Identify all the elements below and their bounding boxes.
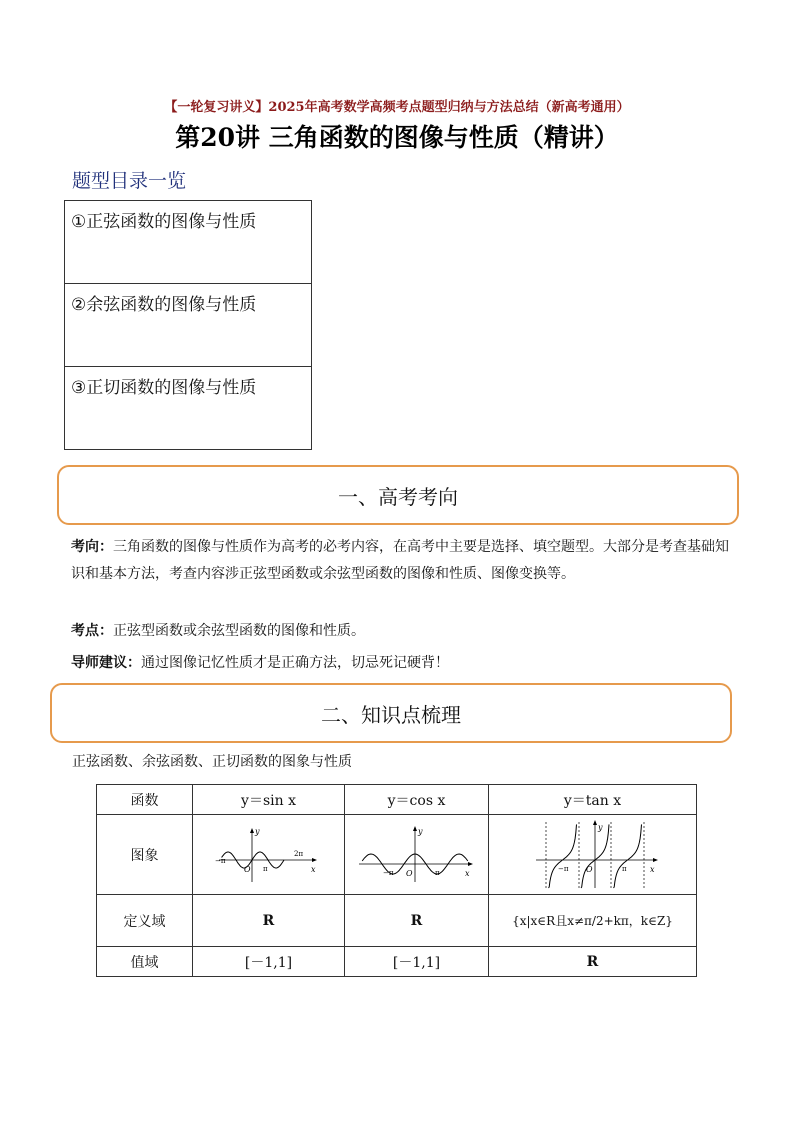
section2-title: 二、知识点梳理 [321,702,461,727]
sin-graph [199,820,339,890]
document-header: 【一轮复习讲义】2025年高考数学高频考点题型归纳与方法总结（新高考通用） [164,100,630,115]
header-tan: y＝tan x [489,785,697,815]
tan-neg-pi-label: −π [557,864,568,873]
tan-graph [518,818,668,892]
row-label-domain: 定义域 [97,895,193,947]
sin-graph-cell [193,815,345,895]
toc-title: 题型目录一览 [72,170,187,192]
toc-item-1[interactable]: ①正弦函数的图像与性质 [65,201,312,284]
sin-origin-label: O [243,864,251,874]
toc-item-3[interactable]: ③正切函数的图像与性质 [65,367,312,450]
direction-label: 考向： [71,539,113,555]
header-cos: y＝cos x [345,785,489,815]
sin-x-label: x [310,864,316,874]
sin-y-label: y [254,826,260,836]
row-label-range: 值域 [97,947,193,977]
advice-label: 导师建议： [71,655,141,671]
point-label: 考点： [71,623,113,639]
table-row [97,815,697,895]
sin-range: [－1,1] [193,947,345,977]
cos-origin-label: O [405,868,413,878]
table-header-row [97,785,697,815]
toc-item-2[interactable]: ②余弦函数的图像与性质 [65,284,312,367]
header-sin: y＝sin x [193,785,345,815]
point-text: 正弦型函数或余弦型函数的图像和性质。 [113,623,365,639]
advice-text: 通过图像记忆性质才是正确方法，切忌死记硬背！ [141,655,449,671]
sin-two-pi-label: 2π [293,849,303,858]
section2-banner [50,683,732,743]
section1-banner [57,465,739,525]
tan-origin-label: O [585,864,593,874]
sin-pi-label: π [262,864,268,873]
page-title: 第20讲 三角函数的图像与性质（精讲） [175,123,619,152]
tan-domain: {x|x∈R且x≠π/2+kπ，k∈Z} [489,895,697,947]
cos-range: [－1,1] [345,947,489,977]
header-function: 函数 [97,785,193,815]
cos-graph [347,820,487,890]
cos-graph-cell [345,815,489,895]
cos-y-label: y [417,826,423,836]
knowledge-table [96,784,697,977]
cos-pi-label: π [434,868,440,877]
direction-text: 三角函数的图像与性质作为高考的必考内容，在高考中主要是选择、填空题型。大部分是考查基础知识和基本方法，考查内容涉正弦型函数或余弦型函数的图像和性质、图像变换等。 [71,539,729,582]
tan-graph-cell [489,815,697,895]
tan-range: R [489,947,697,977]
table-row [97,947,697,977]
cos-neg-pi-label: −π [382,868,393,877]
advice-paragraph [71,650,741,677]
point-paragraph [71,618,741,645]
cos-x-label: x [464,868,470,878]
row-label-graph: 图象 [97,815,193,895]
toc-table [64,200,312,450]
tan-x-label: x [649,864,655,874]
table-row [97,895,697,947]
section2-intro: 正弦函数、余弦函数、正切函数的图象与性质 [72,754,352,770]
cos-domain: R [345,895,489,947]
tan-y-label: y [597,822,603,832]
section1-title: 一、高考考向 [338,484,458,509]
direction-paragraph [71,534,741,588]
sin-domain: R [193,895,345,947]
tan-pi-label: π [621,864,627,873]
sin-neg-pi-label: −π [214,856,225,865]
